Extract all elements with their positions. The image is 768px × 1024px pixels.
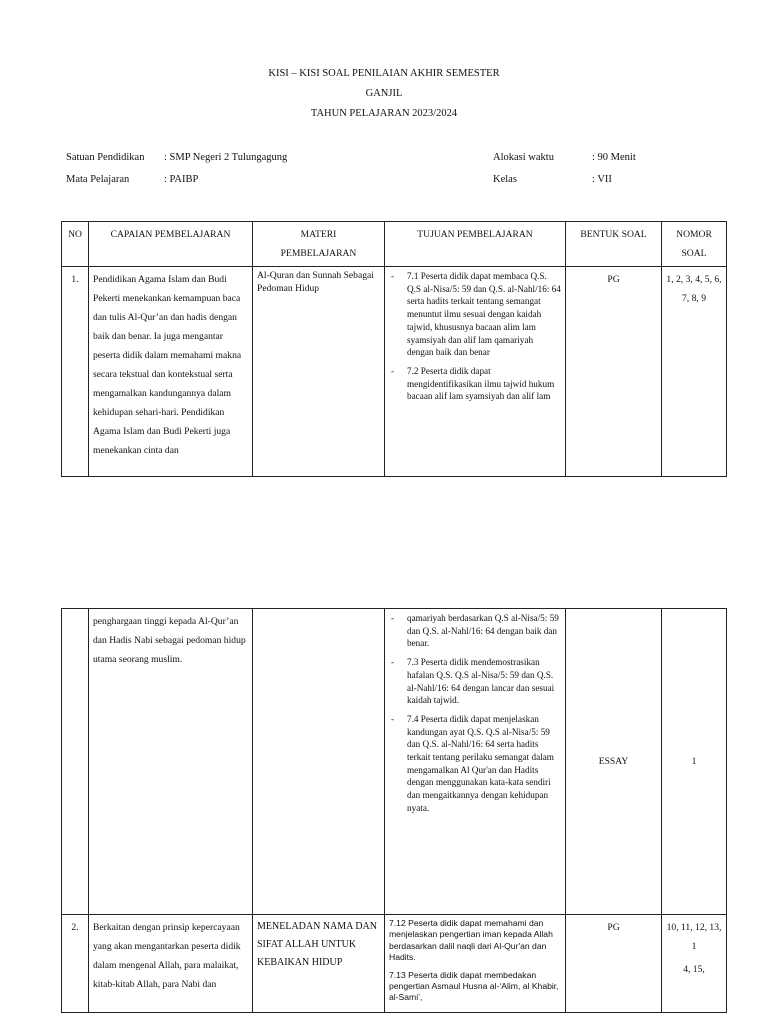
row1-cont-materi [253, 609, 385, 915]
alokasi-value: : 90 Menit [592, 152, 636, 163]
header-no: NO [62, 222, 89, 267]
row2-no: 2. [62, 915, 89, 1013]
table-row [62, 915, 727, 1013]
satuan-label: Satuan Pendidikan [66, 152, 145, 163]
mapel-label: Mata Pelajaran [66, 174, 130, 185]
row1-bentuk: PG [566, 267, 662, 477]
row1-no: 1. [62, 267, 89, 477]
header-nomor-line2: SOAL [681, 248, 707, 259]
row1-cont-nomor: 1 [662, 609, 727, 915]
tujuan-item: - 7.4 Peserta didik dapat menjelaskan kandungan ayat Q.S. Q.S al-Nisa/5: 59 dan Q.S. al-Nahl/16: 64 serta hadits terkait tentang perilaku semangat dalam mengamalkan Al Qur'an dan Hadits dengan menggunakan kata-kata sendiri dan mengaitkannya dengan kehidupan nyata. [389, 713, 561, 815]
tujuan-item-continued: - qamariyah berdasarkan Q.S al-Nisa/5: 59 dan Q.S. al-Nahl/16: 64 dengan baik dan benar. [389, 612, 561, 650]
header-nomor [662, 222, 727, 267]
kisi-table-page-2 [61, 608, 727, 1013]
tujuan-item: 7.12 Peserta didik dapat memahami dan menjelaskan pengertian iman kepada Allah berdasarkan dalil naqli dari Al-Qur'an dan Hadits. [389, 918, 553, 963]
header-cp: CAPAIAN PEMBELAJARAN [89, 222, 253, 267]
header-nomor-line1: NOMOR [676, 229, 712, 240]
document-meta [0, 152, 768, 192]
title-line-3: TAHUN PELAJARAN 2023/2024 [310, 108, 458, 119]
row2-tujuan [385, 915, 566, 1013]
header-tujuan: TUJUAN PEMBELAJARAN [385, 222, 566, 267]
tujuan-item: - 7.3 Peserta didik mendemostrasikan hafalan Q.S. Q.S al-Nisa/5: 59 dan Q.S. al-Nahl/16: 64 dengan lancar dan sesuai kaidah tajwid. [389, 656, 561, 707]
tujuan-item: 7.13 Peserta didik dapat membedakan pengertian Asmaul Husna al-‘Alim, al Khabir, al-Sami’, [389, 969, 559, 1003]
kelas-value: : VII [592, 174, 612, 185]
document-title [0, 64, 768, 124]
document-page-1 [0, 0, 768, 500]
table-header-row [62, 222, 727, 267]
row1-materi: Al-Quran dan Sunnah Sebagai Pedoman Hidup [253, 267, 385, 477]
title-line-1: KISI – KISI SOAL PENILAIAN AKHIR SEMESTER [268, 68, 500, 79]
satuan-value: : SMP Negeri 2 Tulungagung [164, 152, 288, 163]
row2-cp: Berkaitan dengan prinsip kepercayaan yang akan mengantarkan peserta didik dalam mengenal Allah, para malaikat, kitab-kitab Allah, para Nabi dan [89, 915, 253, 1013]
title-line-2: GANJIL [365, 88, 403, 99]
kisi-table-page-1 [61, 221, 727, 477]
table-row [62, 609, 727, 915]
mapel-value: : PAIBP [164, 174, 199, 185]
row1-cont-tujuan [385, 609, 566, 915]
header-materi [253, 222, 385, 267]
row2-nomor-line2: 4, 15, [683, 964, 705, 975]
document-page-2 [0, 590, 768, 1024]
header-materi-line1: MATERI [300, 229, 337, 240]
row1-nomor: 1, 2, 3, 4, 5, 6, 7, 8, 9 [662, 267, 727, 477]
tujuan-item: - 7.1 Peserta didik dapat membaca Q.S. Q.S al-Nisa/5: 59 dan Q.S. al-Nahl/16: 64 serta hadits terkait tentang semangat menuntut ilmu sesuai dengan kaidah tajwid, khususnya bacaan alim lam syamsiyah dan alif lam qamariyah dengan baik dan benar [389, 270, 561, 359]
row2-materi: MENELADAN NAMA DAN SIFAT ALLAH UNTUK KEBAIKAN HIDUP [253, 915, 385, 1013]
row2-nomor-line1: 10, 11, 12, 13, 1 [666, 922, 722, 952]
row1-cont-no [62, 609, 89, 915]
row2-nomor [662, 915, 727, 1013]
row1-cp: Pendidikan Agama Islam dan Budi Pekerti menekankan kemampuan baca dan tulis Al-Qur’an dan hadis dengan baik dan benar. Ia juga mengantar peserta didik dalam memahami makna secara tekstual dan kontekstual serta mengamalkan kandungannya dalam kehidupan sehari-hari. Pendidikan Agama Islam dan Budi Pekerti juga menekankan cinta dan [89, 267, 253, 477]
kelas-label: Kelas [493, 174, 517, 185]
row2-bentuk: PG [566, 915, 662, 1013]
row1-cont-cp: penghargaan tinggi kepada Al-Qur’an dan Hadis Nabi sebagai pedoman hidup utama seorang muslim. [89, 609, 253, 915]
row1-cont-bentuk: ESSAY [566, 609, 662, 915]
header-materi-line2: PEMBELAJARAN [280, 248, 357, 259]
alokasi-label: Alokasi waktu [493, 152, 554, 163]
header-bentuk: BENTUK SOAL [566, 222, 662, 267]
tujuan-item: - 7.2 Peserta didik dapat mengidentifikasikan ilmu tajwid hukum bacaan alif lam syamsiyah dan alif lam [389, 365, 561, 403]
row1-tujuan [385, 267, 566, 477]
table-row [62, 267, 727, 477]
